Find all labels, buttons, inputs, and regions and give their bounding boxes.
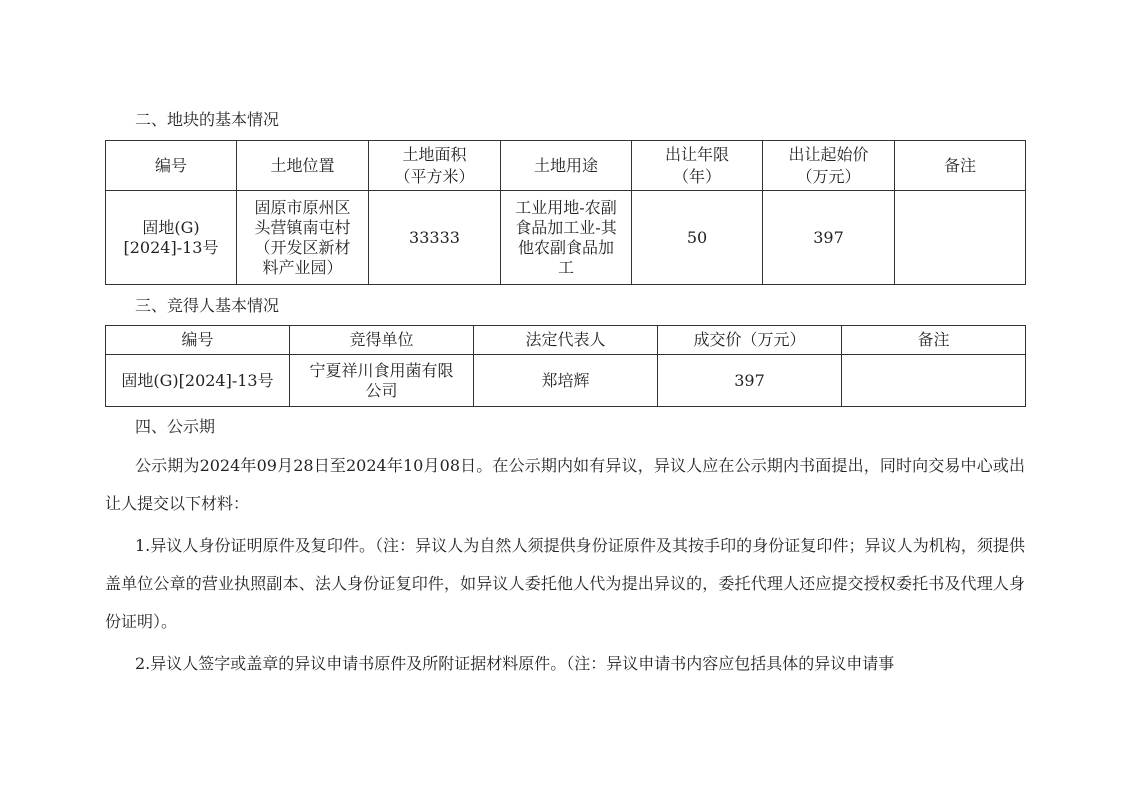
header-cell: 备注 <box>842 326 1026 355</box>
cell-parcel-id: 固地(G)[2024]-13号 <box>106 355 290 407</box>
cell-parcel-id: 固地(G) [2024]-13号 <box>106 191 237 285</box>
cell-start-price: 397 <box>763 191 895 285</box>
cell-winning-company: 宁夏祥川食用菌有限 公司 <box>290 355 474 407</box>
section4-heading: 四、公示期 <box>135 417 216 436</box>
cell-deal-price: 397 <box>658 355 842 407</box>
section3-heading: 三、竞得人基本情况 <box>135 296 280 315</box>
section2-heading: 二、地块的基本情况 <box>135 110 280 129</box>
cell-location: 固原市原州区 头营镇南屯村 （开发区新材 料产业园） <box>237 191 369 285</box>
header-cell: 成交价（万元） <box>658 326 842 355</box>
table-row <box>106 191 1026 285</box>
cell-land-use: 工业用地-农副 食品加工业-其 他农副食品加 工 <box>501 191 632 285</box>
cell-term: 50 <box>632 191 763 285</box>
cell-remark <box>895 191 1026 285</box>
header-cell: 出让年限 （年） <box>632 141 763 191</box>
cell-remark <box>842 355 1026 407</box>
header-cell: 土地位置 <box>237 141 369 191</box>
header-cell: 土地用途 <box>501 141 632 191</box>
notice-period-paragraph: 公示期为2024年09月28日至2024年10月08日。在公示期内如有异议，异议人应在公示期内书面提出，同时向交易中心或出让人提交以下材料： <box>105 456 1025 513</box>
table-row <box>106 355 1026 407</box>
header-cell: 土地面积 （平方米） <box>369 141 501 191</box>
cell-legal-rep: 郑培辉 <box>474 355 658 407</box>
winning-bidder-table <box>105 325 1026 407</box>
table-header-row <box>106 141 1026 191</box>
header-cell: 编号 <box>106 326 290 355</box>
land-parcel-table <box>105 140 1026 285</box>
objection-item-1: 1.异议人身份证明原件及复印件。（注：异议人为自然人须提供身份证原件及其按手印的身份证复印件；异议人为机构，须提供盖单位公章的营业执照副本、法人身份证复印件，如异议人委托他人代为提出异议的，委托代理人还应提交授权委托书及代理人身份证明）。 <box>105 536 1025 631</box>
objection-item-2: 2.异议人签字或盖章的异议申请书原件及所附证据材料原件。（注：异议申请书内容应包括具体的异议申请事 <box>135 654 895 673</box>
header-cell: 编号 <box>106 141 237 191</box>
header-cell: 竞得单位 <box>290 326 474 355</box>
header-cell: 备注 <box>895 141 1026 191</box>
header-cell: 法定代表人 <box>474 326 658 355</box>
header-cell: 出让起始价 （万元） <box>763 141 895 191</box>
table-header-row <box>106 326 1026 355</box>
cell-area: 33333 <box>369 191 501 285</box>
